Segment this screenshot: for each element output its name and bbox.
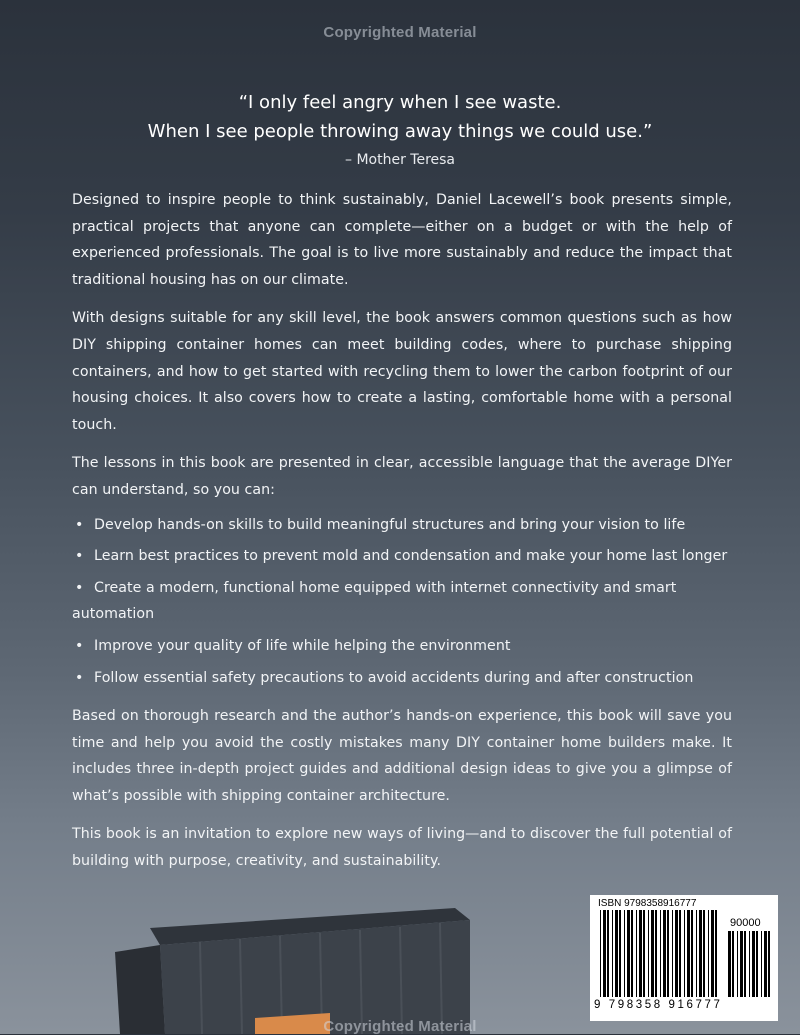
bullet-icon: •	[75, 516, 84, 533]
barcode-bar	[761, 931, 762, 997]
barcode-bar	[651, 910, 654, 997]
barcode-bar	[684, 910, 685, 997]
barcode-bar	[752, 931, 755, 997]
barcode-bar	[691, 910, 693, 997]
barcode-bar	[627, 910, 630, 997]
paragraph-lessons: The lessons in this book are presented in clear, accessible language that the average DIYer can understand, so you can:	[72, 455, 732, 498]
barcode-bar	[699, 910, 702, 997]
back-cover-copy	[72, 187, 732, 887]
barcode-bar	[711, 910, 714, 997]
barcode-bar	[612, 910, 613, 997]
barcode-bar	[624, 910, 625, 997]
barcode-bar	[737, 931, 738, 997]
epigraph	[0, 88, 800, 171]
barcode-bar	[672, 910, 673, 997]
barcode-bar	[615, 910, 618, 997]
price-code: 90000	[730, 917, 761, 929]
barcode-bar	[764, 931, 767, 997]
barcode-bar	[663, 910, 666, 997]
watermark-top: Copyrighted Material	[323, 24, 477, 41]
barcode-bar	[600, 910, 601, 997]
paragraph-designs: With designs suitable for any skill level, the book answers common questions such as how DIY shipping container homes can meet building codes, where to purchase shipping containers, and how to get started with recycling them to lower the carbon footprint of our housing choices. It also covers how to create a lasting, comfortable home with a personal touch.	[72, 310, 732, 433]
barcode-bar	[636, 910, 637, 997]
barcode-bar	[756, 931, 758, 997]
barcode-bar	[703, 910, 705, 997]
barcode-bar	[708, 910, 709, 997]
bullet-icon: •	[75, 637, 84, 654]
barcode-bar	[687, 910, 690, 997]
barcode-bar	[744, 931, 746, 997]
barcode-bar	[696, 910, 697, 997]
barcode-bar	[728, 931, 731, 997]
barcode-bar	[660, 910, 661, 997]
paragraph-intro: Designed to inspire people to think sustainably, Daniel Lacewell’s book presents simple, practical projects that anyone can complete—either on a budget or with the help of experienced professionals. The goal is to live more sustainably and reduce the impact that traditional housing has on our climate.	[72, 192, 732, 288]
bullet-icon: •	[75, 669, 84, 686]
barcode-bar	[675, 910, 678, 997]
watermark-bottom: Copyrighted Material	[323, 1018, 477, 1035]
barcode-bar	[648, 910, 649, 997]
list-item: • Follow essential safety precautions to avoid accidents during and after construction	[72, 665, 732, 692]
barcode-bar	[619, 910, 621, 997]
paragraph-research: Based on thorough research and the author’s hands-on experience, this book will save you time and help you avoid the costly mistakes many DIY container home builders make. It includes three in-depth project guides and additional design ideas to give you a glimpse of what’s possible with shipping container architecture.	[72, 708, 732, 804]
barcode-bar	[603, 910, 606, 997]
benefit-list	[72, 512, 732, 692]
paragraph-invitation: This book is an invitation to explore new ways of living—and to discover the full potential of building with purpose, creativity, and sustainability.	[72, 826, 732, 870]
barcode-bar	[732, 931, 734, 997]
bullet-icon: •	[75, 548, 84, 565]
list-item: • Create a modern, functional home equipped with internet connectivity and smart automation	[72, 575, 732, 628]
barcode-bar	[631, 910, 633, 997]
barcode-bar	[655, 910, 657, 997]
barcode-bar	[768, 931, 770, 997]
quote-author: – Mother Teresa	[345, 152, 455, 168]
barcode-bar	[740, 931, 743, 997]
isbn-barcode	[590, 895, 778, 1021]
barcode-bar	[667, 910, 669, 997]
bullet-icon: •	[75, 579, 84, 596]
list-item: • Develop hands-on skills to build meaningful structures and bring your vision to life	[72, 512, 732, 539]
quote-line-1: “I only feel angry when I see waste.	[238, 92, 562, 113]
isbn-label: ISBN 9798358916777	[598, 898, 697, 909]
barcode-bar	[749, 931, 750, 997]
barcode-bar	[607, 910, 609, 997]
barcode-bar	[639, 910, 642, 997]
quote-line-2: When I see people throwing away things we could use.”	[147, 121, 653, 142]
isbn-digits: 9 798358 916777	[594, 999, 723, 1011]
barcode-bar	[715, 910, 717, 997]
list-item: • Learn best practices to prevent mold and condensation and make your home last longer	[72, 543, 732, 570]
container-home-illustration	[0, 900, 590, 1034]
barcode-bar	[679, 910, 681, 997]
list-item: • Improve your quality of life while helping the environment	[72, 633, 732, 660]
barcode-bar	[643, 910, 645, 997]
